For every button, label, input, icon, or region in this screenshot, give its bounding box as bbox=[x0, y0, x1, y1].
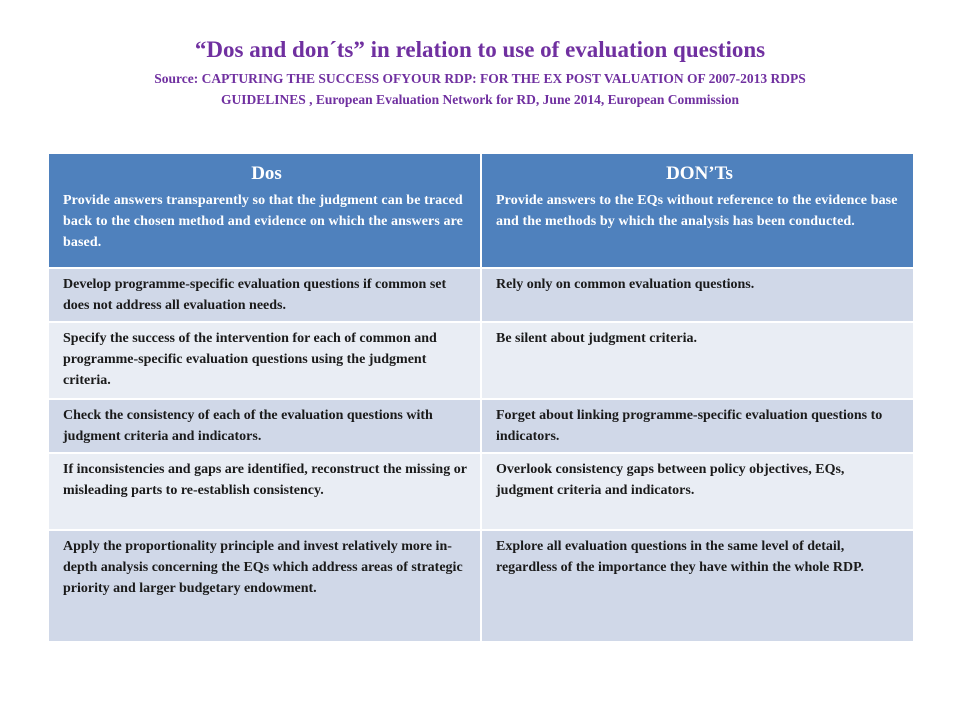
do-cell: Check the consistency of each of the evaluation questions with judgment criteria and indicators. bbox=[48, 399, 481, 453]
table-row bbox=[48, 453, 914, 530]
table-header-row bbox=[48, 153, 914, 268]
dont-cell: Explore all evaluation questions in the same level of detail, regardless of the importance they have within the whole RDP. bbox=[481, 530, 914, 642]
source-line-1: Source: CAPTURING THE SUCCESS OFYOUR RDP: FOR THE EX POST VALUATION OF 2007-2013 RDPS bbox=[154, 71, 806, 86]
page-title: “Dos and don´ts” in relation to use of evaluation questions bbox=[194, 37, 766, 62]
dont-cell: Rely only on common evaluation questions. bbox=[481, 268, 914, 322]
dont-cell: Forget about linking programme-specific evaluation questions to indicators. bbox=[481, 399, 914, 453]
do-cell: Develop programme-specific evaluation questions if common set does not address all evaluation needs. bbox=[48, 268, 481, 322]
donts-heading: DON’Ts bbox=[666, 163, 733, 184]
source-citation bbox=[60, 68, 900, 110]
do-cell: If inconsistencies and gaps are identified, reconstruct the missing or misleading parts to re-establish consistency. bbox=[48, 453, 481, 530]
donts-header-cell bbox=[481, 153, 914, 268]
dos-intro: Provide answers transparently so that the judgment can be traced back to the chosen method and evidence on which the answers are based. bbox=[63, 193, 463, 250]
donts-intro: Provide answers to the EQs without reference to the evidence base and the methods by which the analysis has been conducted. bbox=[496, 193, 898, 229]
dos-header-cell bbox=[48, 153, 481, 268]
table-row bbox=[48, 399, 914, 453]
dont-cell: Be silent about judgment criteria. bbox=[481, 322, 914, 399]
source-line-2: GUIDELINES , European Evaluation Network for RD, June 2014, European Commission bbox=[221, 92, 739, 107]
do-cell: Specify the success of the intervention for each of common and programme-specific evaluation questions using the judgment criteria. bbox=[48, 322, 481, 399]
table-row bbox=[48, 322, 914, 399]
do-cell: Apply the proportionality principle and invest relatively more in-depth analysis concerning the EQs which address areas of strategic priority and larger budgetary endowment. bbox=[48, 530, 481, 642]
dos-donts-table bbox=[47, 152, 915, 643]
dos-heading: Dos bbox=[251, 163, 282, 184]
table-row bbox=[48, 530, 914, 642]
table-row bbox=[48, 268, 914, 322]
dont-cell: Overlook consistency gaps between policy objectives, EQs, judgment criteria and indicators. bbox=[481, 453, 914, 530]
